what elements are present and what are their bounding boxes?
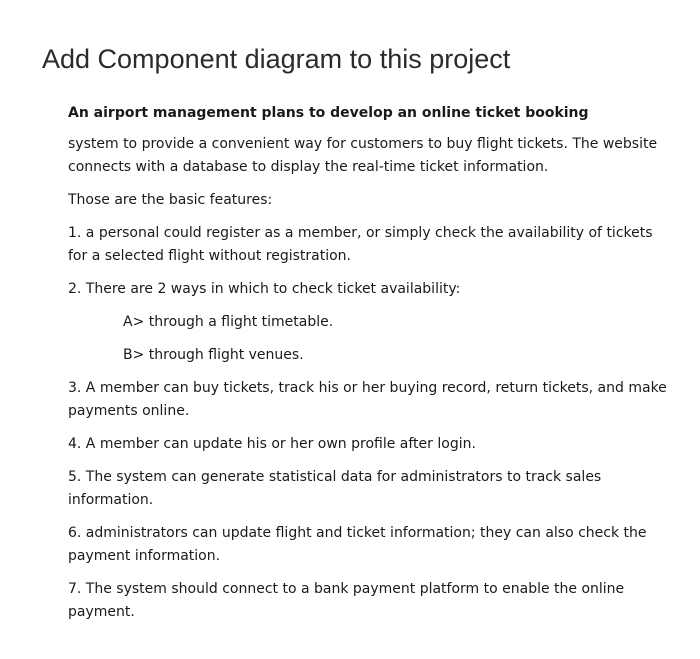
intro-paragraph: system to provide a convenient way for customers to buy flight tickets. The website connects with a database to display the real-time ticket information. (68, 136, 658, 175)
feature-item-6: 6. administrators can update flight and ticket information; they can also check the payment information. (68, 525, 647, 564)
feature-subitem-b: B> through flight venues. (123, 347, 304, 363)
feature-item-2: 2. There are 2 ways in which to check ticket availability: (68, 281, 461, 297)
feature-item-5: 5. The system can generate statistical data for administrators to track sales information. (68, 469, 602, 508)
feature-item-4: 4. A member can update his or her own profile after login. (68, 436, 476, 452)
feature-item-1: 1. a personal could register as a member, or simply check the availability of tickets for a selected flight without registration. (68, 225, 653, 264)
assignment-text (68, 102, 668, 634)
page-title: Add Component diagram to this project (42, 44, 511, 74)
assignment-heading: An airport management plans to develop an online ticket booking (68, 105, 589, 121)
feature-subitem-a: A> through a flight timetable. (123, 314, 334, 330)
feature-item-7: 7. The system should connect to a bank payment platform to enable the online payment. (68, 581, 625, 620)
feature-item-3: 3. A member can buy tickets, track his or her buying record, return tickets, and make payments online. (68, 380, 667, 419)
features-label: Those are the basic features: (68, 192, 273, 208)
